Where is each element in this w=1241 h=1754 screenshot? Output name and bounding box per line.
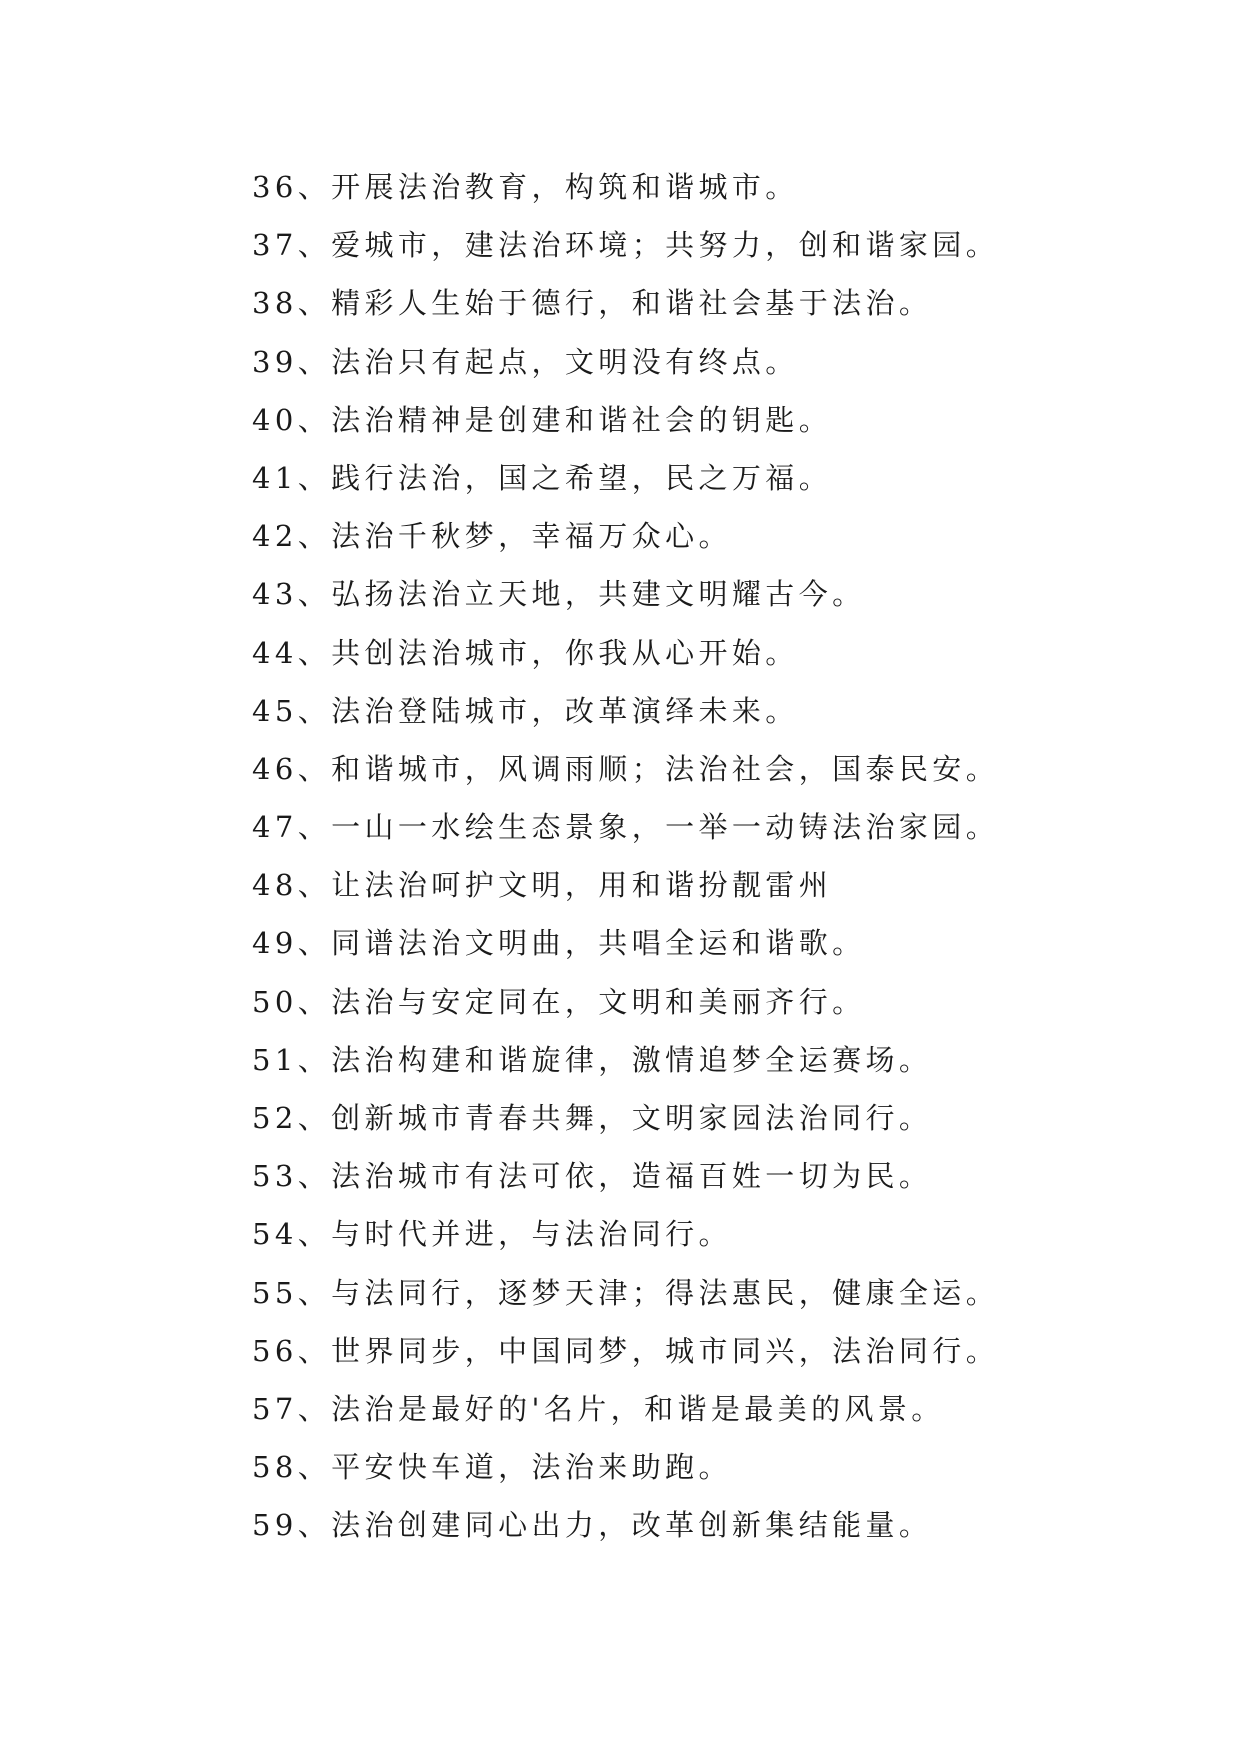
slogan-item: 59、法治创建同心出力，改革创新集结能量。	[252, 1508, 933, 1543]
slogan-item: 54、与时代并进，与法治同行。	[252, 1217, 732, 1252]
slogan-list	[252, 158, 999, 1555]
slogan-item: 51、法治构建和谐旋律，激情追梦全运赛场。	[252, 1042, 933, 1077]
slogan-item: 37、爱城市，建法治环境；共努力，创和谐家园。	[252, 228, 1000, 263]
slogan-item: 40、法治精神是创建和谐社会的钥匙。	[252, 402, 833, 437]
slogan-item: 46、和谐城市，风调雨顺；法治社会，国泰民安。	[252, 751, 1000, 786]
slogan-item: 47、一山一水绘生态景象，一举一动铸法治家园。	[252, 810, 1000, 845]
slogan-item: 44、共创法治城市，你我从心开始。	[252, 635, 799, 670]
slogan-item: 48、让法治呵护文明，用和谐扮靓雷州	[252, 868, 833, 903]
slogan-item: 49、同谱法治文明曲，共唱全运和谐歌。	[252, 926, 866, 961]
slogan-item: 36、开展法治教育，构筑和谐城市。	[252, 170, 799, 204]
slogan-item: 41、践行法治，国之希望，民之万福。	[252, 460, 833, 495]
slogan-item: 50、法治与安定同在，文明和美丽齐行。	[252, 984, 866, 1019]
slogan-item: 58、平安快车道，法治来助跑。	[252, 1450, 732, 1485]
slogan-item: 53、法治城市有法可依，造福百姓一切为民。	[252, 1159, 933, 1194]
slogan-item: 38、精彩人生始于德行，和谐社会基于法治。	[252, 286, 933, 321]
slogan-item: 45、法治登陆城市，改革演绎未来。	[252, 693, 799, 728]
slogan-item: 55、与法同行，逐梦天津；得法惠民，健康全运。	[252, 1275, 1000, 1310]
slogan-item: 39、法治只有起点，文明没有终点。	[252, 344, 799, 379]
slogan-item: 42、法治千秋梦，幸福万众心。	[252, 519, 732, 554]
slogan-item: 56、世界同步，中国同梦，城市同兴，法治同行。	[252, 1333, 1000, 1368]
slogan-item: 43、弘扬法治立天地，共建文明耀古今。	[252, 577, 866, 612]
slogan-item: 57、法治是最好的'名片，和谐是最美的风景。	[252, 1391, 945, 1426]
slogan-item: 52、创新城市青春共舞，文明家园法治同行。	[252, 1101, 933, 1135]
